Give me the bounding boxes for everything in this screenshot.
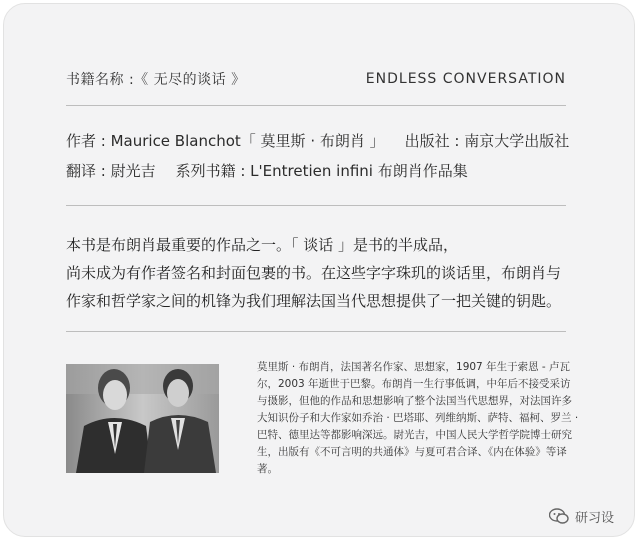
portrait-image — [66, 364, 219, 473]
description — [66, 231, 594, 315]
translator: 翻译 : 尉光吉 — [66, 162, 156, 180]
divider — [66, 331, 566, 332]
publisher: 出版社 : 南京大学出版社 — [404, 132, 570, 150]
series: 系列书籍 : L'Entretien infini 布朗肖作品集 — [175, 162, 468, 180]
book-name: 书籍名称 :《 无尽的谈话 》 — [66, 72, 246, 88]
title-row — [66, 68, 566, 90]
description-line: 尚未成为有作者签名和封面包裹的书。在这些字字珠玑的谈话里，布朗肖与 — [66, 264, 562, 282]
book-card — [3, 3, 635, 537]
meta-line-2 — [66, 160, 594, 181]
description-line: 本书是布朗肖最重要的作品之一。「 谈话 」是书的半成品， — [66, 236, 459, 254]
author-bio: 莫里斯 · 布朗肖，法国著名作家、思想家，1907 年生于索恩 - 卢瓦尔，2003 年逝世于巴黎。布朗肖一生行事低调，中年后不接受采访与摄影，但他的作品和思想影响了整个法国当代思想界，对法国许多大知识份子和大作家如乔治 · 巴塔耶、列维纳斯、萨特、福柯、罗兰 · 巴特、德里达等都影响深远。尉光吉，中国人民大学哲学院博士研究生，出版有《不可言明的共通体》与夏可君合译、《内在体验》等译著。 — [257, 361, 579, 475]
watermark-label: 研习设 — [574, 511, 614, 526]
author: 作者 : Maurice Blanchot「 莫里斯 · 布朗肖 」 — [66, 132, 385, 150]
wechat-icon — [549, 508, 569, 525]
divider — [66, 205, 566, 206]
author-photo — [66, 364, 219, 473]
meta-line-1 — [66, 130, 594, 151]
divider — [66, 105, 566, 106]
english-title: ENDLESS CONVERSATION — [365, 71, 566, 87]
watermark — [549, 507, 614, 526]
description-line: 作家和哲学家之间的机锋为我们理解法国当代思想提供了一把关键的钥匙。 — [66, 292, 562, 310]
